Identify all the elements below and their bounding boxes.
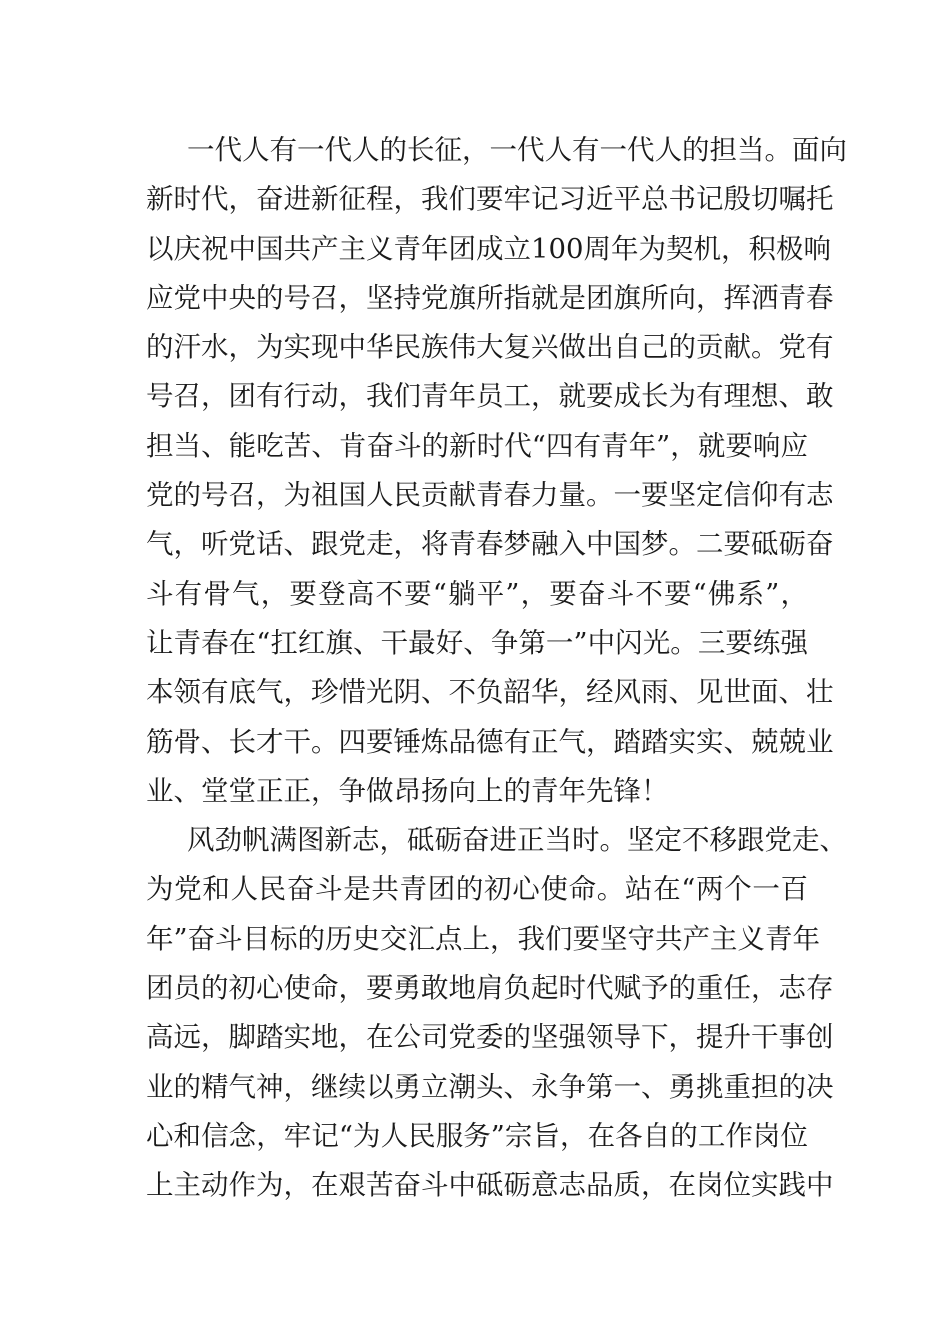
paragraph-2-line-8: 上主动作为，在艰苦奋斗中砥砺意志品质，在岗位实践中	[146, 1169, 834, 1202]
paragraph-2-line-3: 年”奋斗目标的历史交汇点上，我们要坚守共产主义青年	[146, 922, 821, 955]
paragraph-1-line-5: 的汗水，为实现中华民族伟大复兴做出自己的贡献。党有	[146, 331, 834, 364]
paragraph-1-line-7: 担当、能吃苦、肯奋斗的新时代“四有青年”，就要响应	[146, 429, 808, 462]
paragraph-1-line-12: 本领有底气，珍惜光阴、不负韶华，经风雨、见世面、壮	[146, 676, 834, 709]
body-text	[146, 126, 847, 1211]
paragraph-2-line-4: 团员的初心使命，要勇敢地肩负起时代赋予的重任，志存	[146, 972, 834, 1005]
paragraph-1-line-10: 斗有骨气，要登高不要“躺平”，要奋斗不要“佛系”，	[146, 577, 808, 610]
paragraph-1-line-11: 让青春在“扛红旗、干最好、争第一”中闪光。三要练强	[146, 626, 808, 659]
paragraph-2-line-1: 风劲帆满图新志，砥砺奋进正当时。坚定不移跟党走、	[187, 824, 847, 857]
paragraph-1-line-6: 号召，团有行动，我们青年员工，就要成长为有理想、敢	[146, 380, 834, 413]
paragraph-1-line-9: 气，听党话、跟党走，将青春梦融入中国梦。二要砥砺奋	[146, 528, 834, 561]
paragraph-1-line-13: 筋骨、长才干。四要锤炼品德有正气，踏踏实实、兢兢业	[146, 725, 834, 758]
paragraph-2-line-6: 业的精气神，继续以勇立潮头、永争第一、勇挑重担的决	[146, 1070, 834, 1103]
paragraph-2-line-2: 为党和人民奋斗是共青团的初心使命。站在“两个一百	[146, 873, 808, 906]
paragraph-1-line-3: 以庆祝中国共产主义青年团成立100周年为契机，积极响	[146, 232, 831, 265]
paragraph-1-line-2: 新时代，奋进新征程，我们要牢记习近平总书记殷切嘱托	[146, 183, 834, 216]
paragraph-1-line-1: 一代人有一代人的长征，一代人有一代人的担当。面向	[187, 134, 847, 166]
paragraph-1-line-14: 业、堂堂正正，争做昂扬向上的青年先锋！	[146, 774, 669, 807]
paragraph-2-line-7: 心和信念，牢记“为人民服务”宗旨，在各自的工作岗位	[146, 1119, 808, 1152]
paragraph-1-line-8: 党的号召，为祖国人民贡献青春力量。一要坚定信仰有志	[146, 479, 834, 512]
paragraph-1-line-4: 应党中央的号召，坚持党旗所指就是团旗所向，挥洒青春	[146, 281, 834, 314]
paragraph-2-line-5: 高远，脚踏实地，在公司党委的坚强领导下，提升干事创	[146, 1021, 834, 1054]
